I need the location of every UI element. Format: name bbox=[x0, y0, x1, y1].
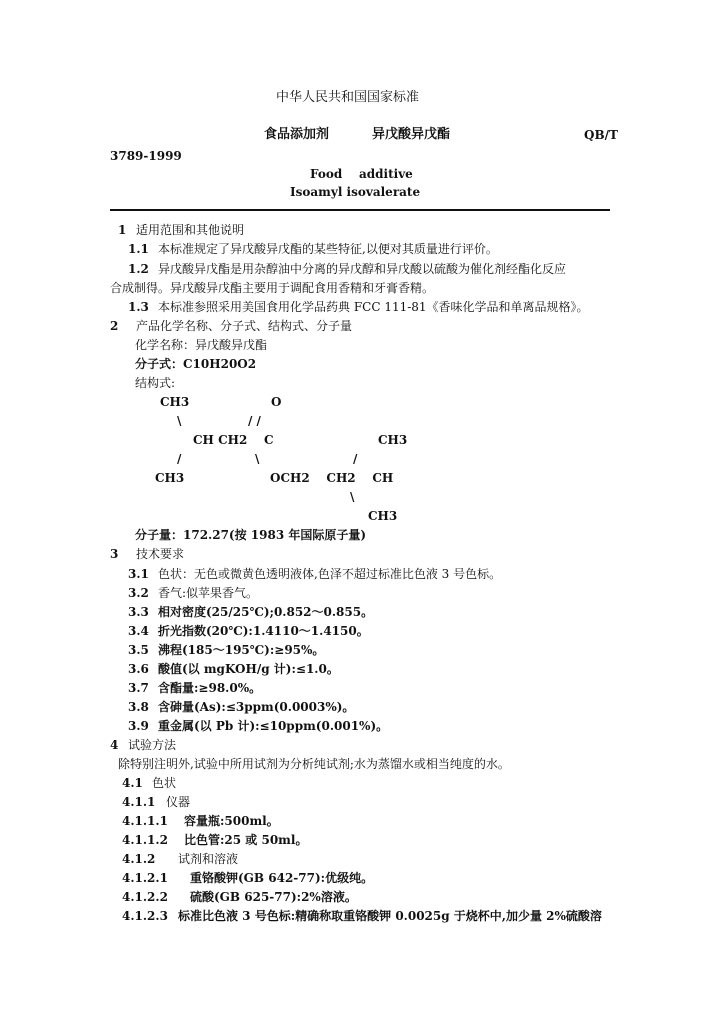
section-title: 适用范围和其他说明 bbox=[136, 223, 245, 237]
clause-1-2-cont: 合成制得。异戊酸异戊酯主要用于调配食用香精和牙膏香精。 bbox=[110, 281, 435, 295]
test-item: 4.1 色状 bbox=[122, 776, 177, 790]
title-cn-category: 食品添加剂 bbox=[264, 127, 330, 142]
clause-text: 异戊酸异戊酯是用杂醇油中分离的异戊醇和异戊酸以硫酸为催化剂经酯化反应 bbox=[158, 262, 567, 276]
spec-item: 3.6 酸值(以 mgKOH/g 计):≤1.0。 bbox=[128, 662, 339, 676]
clause-number: 1.3 bbox=[128, 300, 149, 314]
clause-number: 1.2 bbox=[128, 262, 149, 276]
test-intro: 除特别注明外,试验中所用试剂为分析纯试剂;水为蒸馏水或相当纯度的水。 bbox=[118, 757, 510, 771]
struct-bond-backslash-2: \ bbox=[255, 452, 260, 466]
spec-item: 3.5 沸程(185～195℃):≥95%。 bbox=[128, 643, 325, 657]
section-2-heading bbox=[110, 318, 352, 334]
struct-bond-slash-1: / bbox=[177, 452, 182, 466]
spec-item: 3.7 含酯量:≥98.0%。 bbox=[128, 681, 262, 695]
struct-ch3-bottom-left: CH3 bbox=[155, 471, 185, 485]
section-number: 3 bbox=[110, 547, 119, 561]
section-4-heading bbox=[110, 737, 176, 753]
section-title: 试验方法 bbox=[128, 738, 177, 752]
section-number: 4 bbox=[110, 738, 119, 752]
clause-number: 1.1 bbox=[128, 242, 149, 256]
clause-1-2 bbox=[128, 261, 566, 277]
struct-bond-slash-2: / bbox=[353, 452, 358, 466]
spec-item: 3.1 色状：无色或微黄色透明液体,色泽不超过标准比色液 3 号色标。 bbox=[128, 567, 502, 581]
struct-ch3-top-left: CH3 bbox=[160, 395, 190, 409]
standard-code-prefix: QB/T bbox=[584, 128, 618, 142]
section-title: 产品化学名称、分子式、结构式、分子量 bbox=[136, 319, 353, 333]
clause-text: 本标准参照采用美国食用化学品药典 FCC 111-81《香味化学品和单离品规格》。 bbox=[158, 300, 589, 314]
clause-text: 本标准规定了异戊酸异戊酯的某些特征,以便对其质量进行评价。 bbox=[158, 242, 498, 256]
section-1-heading bbox=[118, 222, 244, 238]
standard-org: 中华人民共和国国家标准 bbox=[276, 90, 420, 105]
section-number: 1 bbox=[118, 223, 127, 237]
clause-1-1 bbox=[128, 241, 498, 257]
test-item: 4.1.1.1 容量瓶:500ml。 bbox=[122, 814, 279, 828]
spec-item: 3.8 含砷量(As):≤3ppm(0.0003%)。 bbox=[128, 700, 355, 714]
chemical-name: 化学名称：异戊酸异戊酯 bbox=[135, 338, 268, 352]
test-item: 4.1.1.2 比色管:25 或 50ml。 bbox=[122, 833, 308, 847]
spec-item: 3.9 重金属(以 Pb 计):≤10ppm(0.001%)。 bbox=[128, 719, 389, 733]
struct-bond-backslash-3: \ bbox=[350, 490, 355, 504]
struct-double-bond: / / bbox=[248, 414, 261, 428]
clause-1-3 bbox=[128, 299, 589, 315]
section-number: 2 bbox=[110, 319, 119, 333]
struct-ch3-top-right: CH3 bbox=[378, 433, 408, 447]
struct-ch-ch2-c: CH CH2 C bbox=[193, 433, 274, 447]
title-cn-product: 异戊酸异戊酯 bbox=[372, 127, 451, 142]
test-item: 4.1.1 仪器 bbox=[122, 795, 191, 809]
section-title: 技术要求 bbox=[136, 547, 185, 561]
title-en-product: Isoamyl isovalerate bbox=[290, 185, 421, 199]
spec-item: 3.2 香气:似苹果香气。 bbox=[128, 586, 259, 600]
struct-och2-ch2-ch: OCH2 CH2 CH bbox=[270, 471, 394, 485]
header-divider bbox=[110, 209, 610, 211]
test-item: 4.1.2 试剂和溶液 bbox=[122, 852, 239, 866]
test-item: 4.1.2.3 标准比色液 3 号色标:精确称取重铬酸钾 0.0025g 于烧杯中,加少量 2%硫酸溶 bbox=[122, 909, 602, 923]
test-item: 4.1.2.2 硫酸(GB 625-77):2%溶液。 bbox=[122, 890, 357, 904]
title-en-category: Food additive bbox=[310, 167, 413, 181]
struct-oxygen-top: O bbox=[271, 395, 282, 409]
molecular-weight: 分子量：172.27(按 1983 年国际原子量) bbox=[135, 528, 367, 542]
section-3-heading bbox=[110, 546, 184, 562]
test-item: 4.1.2.1 重铬酸钾(GB 642-77):优级纯。 bbox=[122, 871, 374, 885]
spec-item: 3.3 相对密度(25/25℃);0.852～0.855。 bbox=[128, 605, 374, 619]
struct-bond-backslash-1: \ bbox=[177, 414, 182, 428]
structure-label: 结构式: bbox=[135, 376, 176, 390]
standard-code-number: 3789-1999 bbox=[110, 149, 182, 163]
spec-item: 3.4 折光指数(20℃):1.4110～1.4150。 bbox=[128, 624, 369, 638]
molecular-formula: 分子式：C10H20O2 bbox=[135, 357, 257, 371]
struct-ch3-bottom: CH3 bbox=[368, 509, 398, 523]
